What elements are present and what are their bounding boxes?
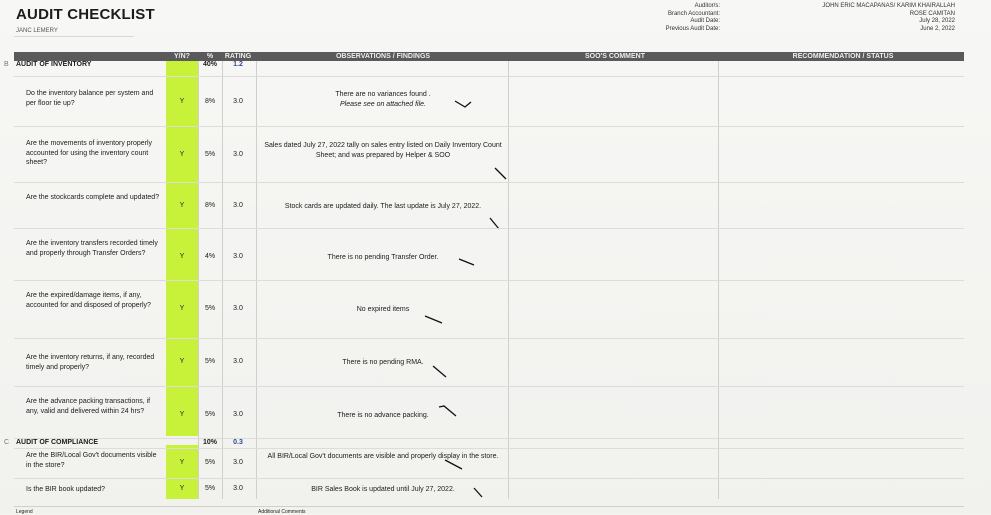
yn-value: Y <box>179 358 185 365</box>
pct-value: 5% <box>204 358 216 365</box>
observation-line: BIR Sales Book is updated until July 27, 2022. <box>311 486 455 493</box>
audit-date-value: July 28, 2022 <box>919 18 955 24</box>
column-rating: RATING <box>224 53 252 60</box>
pct-value: 5% <box>204 485 216 492</box>
branch-accountant-label: Branch Accountant: <box>667 10 720 17</box>
section-letter: C <box>4 439 10 446</box>
yn-value: Y <box>179 253 185 260</box>
table-row <box>14 338 964 387</box>
auditor-label: Auditor/s: <box>694 3 720 9</box>
question-text: Is the BIR book updated? <box>26 486 105 493</box>
observation-line: Stock cards are updated daily. The last update is July 27, 2022. <box>284 203 482 210</box>
observation-line: There is no advance packing. <box>337 412 429 419</box>
pct-value: 5% <box>204 411 216 418</box>
question-text: Are the BIR/Local Gov't documents visible in the store? <box>26 452 157 469</box>
column-soo-comment: SOO'S COMMENT <box>585 53 645 60</box>
table-row <box>14 126 964 183</box>
observation-line: There are no variances found . <box>335 91 431 98</box>
column-pct: % <box>206 53 214 60</box>
yn-value: Y <box>179 485 185 492</box>
question-text: Do the inventory balance per system and per floor tie up? <box>26 90 154 107</box>
observation-text <box>258 141 508 161</box>
rating-value: 3.0 <box>233 253 243 260</box>
observation-text <box>258 452 508 462</box>
pct-value: 5% <box>204 459 216 466</box>
additional-comments-label: Additional Comments <box>258 509 306 515</box>
branch-underline <box>14 36 134 37</box>
yn-value: Y <box>179 202 185 209</box>
auditor-value: JOHN ERIC MACAPANAS/ KARIM KHAIRALLAH <box>822 3 955 9</box>
legend-label: Legend <box>16 509 33 515</box>
table-row <box>14 478 964 501</box>
question-text: Are the inventory returns, if any, recorded timely and properly? <box>26 354 155 371</box>
observation-text <box>258 411 508 421</box>
rating-value: 3.0 <box>233 98 243 105</box>
checkmark-icon <box>424 315 442 325</box>
question-text: Are the advance packing transactions, if any, valid and delivered within 24 hrs? <box>26 398 151 415</box>
checkmark-icon <box>488 217 506 227</box>
branch-name: JANC LEMERY <box>16 28 58 34</box>
rating-value: 3.0 <box>233 358 243 365</box>
pct-value: 5% <box>204 305 216 312</box>
section-header-compliance <box>4 438 964 446</box>
page-title: AUDIT CHECKLIST <box>16 6 155 23</box>
observation-line: All BIR/Local Gov't documents are visible and properly display in the store. <box>267 453 499 460</box>
checkmark-icon <box>472 487 490 497</box>
checkmark-icon <box>432 365 450 375</box>
table-row <box>14 448 964 479</box>
observation-note: Please see on attached file. <box>339 101 426 108</box>
yn-value: Y <box>179 411 185 418</box>
table-row <box>14 386 964 439</box>
question-text: Are the stockcards complete and updated? <box>26 194 160 201</box>
rating-value: 3.0 <box>233 202 243 209</box>
observation-line: Sales dated July 27, 2022 tally on sales entry listed on Daily Inventory Count Sheet; and was prepared by Helper & SOO <box>264 142 502 159</box>
audit-meta-labels <box>600 3 720 33</box>
rating-value: 3.0 <box>233 151 243 158</box>
table-header <box>14 52 964 61</box>
column-yn: Y/N? <box>174 53 190 60</box>
rating-value: 3.0 <box>233 485 243 492</box>
pct-value: 5% <box>204 151 216 158</box>
table-footer <box>14 506 964 515</box>
checkmark-icon <box>494 167 512 177</box>
section-rating: 0.3 <box>233 439 243 446</box>
column-observations: OBSERVATIONS / FINDINGS <box>335 53 431 60</box>
observation-line: No expired items <box>356 306 410 313</box>
pct-value: 8% <box>204 202 216 209</box>
previous-audit-date-value: June 2, 2022 <box>920 25 955 32</box>
rating-value: 3.0 <box>233 411 243 418</box>
audit-date-label: Audit Date: <box>690 18 720 24</box>
question-text: Are the expired/damage items, if any, accounted for and disposed of properly? <box>26 292 151 309</box>
checkmark-icon <box>454 99 472 109</box>
section-pct: 10% <box>202 439 217 446</box>
column-recommendation: RECOMMENDATION / STATUS <box>792 53 894 60</box>
yn-value: Y <box>179 459 185 466</box>
question-text: Are the movements of inventory properly accounted for using the inventory count sheet? <box>26 140 153 166</box>
section-name: AUDIT OF COMPLIANCE <box>16 439 99 446</box>
section-rating: 1.2 <box>233 61 243 68</box>
checkmark-icon <box>438 405 456 415</box>
observation-text <box>258 202 508 212</box>
previous-audit-date-label: Previous Audit Date: <box>665 25 720 32</box>
section-pct: 40% <box>202 61 217 68</box>
branch-accountant-value: ROSE CAMITAN <box>909 10 955 17</box>
rating-value: 3.0 <box>233 459 243 466</box>
checkmark-icon <box>444 459 462 469</box>
pct-value: 8% <box>204 98 216 105</box>
table-row <box>14 280 964 339</box>
yn-value: Y <box>179 98 185 105</box>
table-row <box>14 76 964 127</box>
question-text: Are the inventory transfers recorded timely and properly through Transfer Orders? <box>26 240 158 257</box>
observation-text <box>258 485 508 495</box>
audit-meta-values <box>800 3 955 33</box>
section-name: AUDIT OF INVENTORY <box>16 61 92 68</box>
observation-line: There is no pending RMA. <box>342 359 424 366</box>
checkmark-icon <box>458 257 476 267</box>
observation-text <box>258 358 508 368</box>
rating-value: 3.0 <box>233 305 243 312</box>
observation-line: There is no pending Transfer Order. <box>327 254 439 261</box>
section-letter: B <box>4 61 9 68</box>
pct-value: 4% <box>204 253 216 260</box>
table-row <box>14 182 964 229</box>
yn-value: Y <box>179 305 185 312</box>
yn-value: Y <box>179 151 185 158</box>
table-row <box>14 228 964 281</box>
observation-text <box>258 305 508 315</box>
